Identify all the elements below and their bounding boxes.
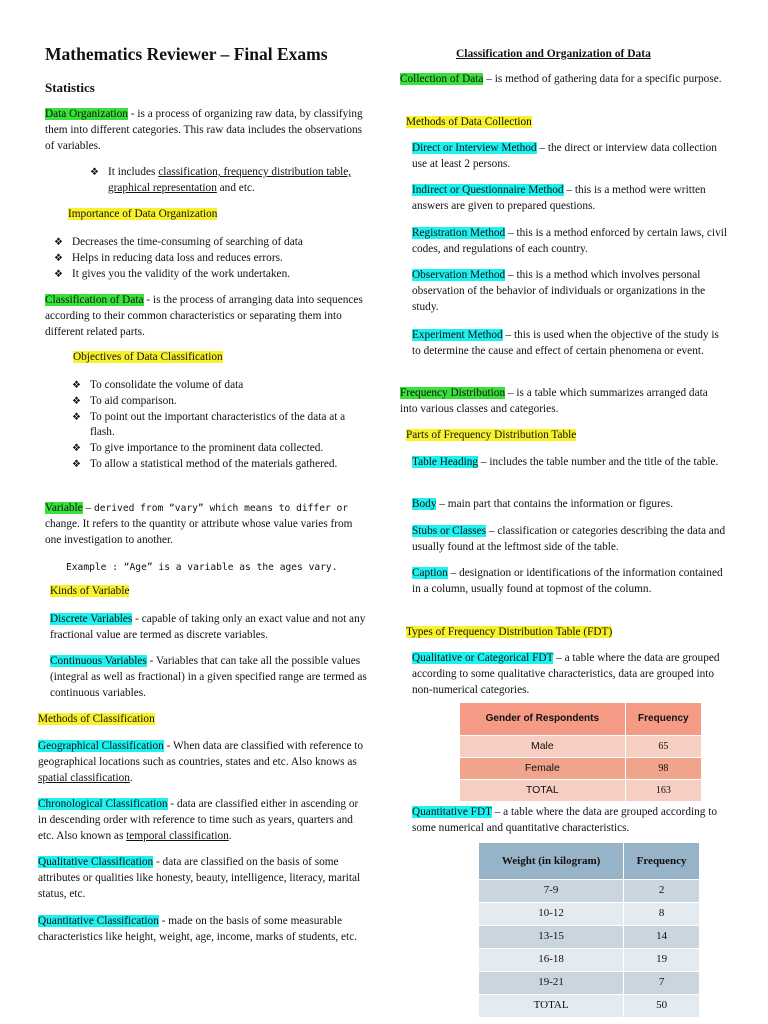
table-row: 19-21 7	[479, 972, 700, 995]
list-item: ❖ Helps in reducing data loss and reduces errors.	[54, 251, 369, 267]
data-organization-text: - is a process of organizing raw data, by classifying them into different categories. This raw data includes the observations of variables.	[45, 108, 363, 152]
discrete-paragraph: Discrete Variables - capable of taking only an exact value and not any fractional value are termed as discrete variables.	[50, 613, 366, 641]
statistics-heading: Statistics	[45, 80, 95, 95]
collection-paragraph: Collection of Data – is method of gathering data for a specific purpose.	[400, 73, 722, 85]
list-item: ❖ It gives you the validity of the work undertaken.	[54, 267, 369, 283]
table-row: 13-15 14	[479, 926, 700, 949]
importance-heading: Importance of Data Organization	[68, 208, 218, 220]
table-header: Weight (in kilogram)	[479, 843, 624, 880]
right-heading: Classification and Organization of Data	[456, 48, 651, 60]
qualitative-fdt-paragraph: Qualitative or Categorical FDT – a table where the data are grouped according to some qualitative characteristics, data are grouped into non-numerical categories.	[412, 652, 720, 696]
term-qualitative-classification: Qualitative Classification	[38, 856, 154, 868]
caption-paragraph: Caption – designation or identifications of the information contained in a column, usually found at topmost of the column.	[412, 567, 723, 595]
term-continuous-variables: Continuous Variables	[50, 655, 147, 667]
gender-frequency-table	[459, 702, 702, 802]
variable-paragraph: Variable – derived from “vary” which means to differ or change. It refers to the quantity or attribute whose value varies from one investigation to another.	[45, 502, 353, 546]
qualitative-paragraph: Qualitative Classification - data are classified on the basis of some attributes or qualities like honesty, beauty, intelligence, literacy, marital status, etc.	[38, 856, 361, 900]
table-header: Frequency	[624, 843, 700, 880]
includes-list	[90, 165, 365, 197]
continuous-paragraph: Continuous Variables - Variables that can take all the possible values (integral as well as fractional) in a given specified range are termed as continuous variables.	[50, 655, 367, 699]
methods-collection-heading: Methods of Data Collection	[406, 116, 532, 128]
list-item: ❖ To consolidate the volume of data	[72, 378, 362, 394]
term-variable: Variable	[45, 502, 83, 514]
term-classification-of-data: Classification of Data	[45, 294, 144, 306]
methods-classification-heading: Methods of Classification	[38, 713, 155, 725]
term-geographical: Geographical Classification	[38, 740, 164, 752]
quantitative-paragraph: Quantitative Classification - made on the basis of some measurable characteristics like height, weight, age, income, marks of students, etc.	[38, 915, 358, 943]
term-frequency-distribution: Frequency Distribution	[400, 387, 506, 399]
objectives-heading: Objectives of Data Classification	[73, 351, 223, 363]
experiment-method-paragraph: Experiment Method – this is used when the objective of the study is to determine the cause and effect of certain phenomena or event.	[412, 329, 719, 357]
list-item: ❖ To aid comparison.	[72, 394, 362, 410]
list-item: ❖ To give importance to the prominent data collected.	[72, 441, 362, 457]
geographical-paragraph: Geographical Classification - When data are classified with reference to geographical locations such as countries, states and etc. Also knows as spatial classification.	[38, 740, 364, 784]
table-row: Male 65	[460, 736, 702, 758]
term-data-organization: Data Organization	[45, 108, 128, 120]
importance-list	[54, 235, 369, 282]
page-title: Mathematics Reviewer – Final Exams	[45, 44, 328, 64]
objectives-list	[72, 378, 362, 473]
list-item: ❖ To allow a statistical method of the materials gathered.	[72, 457, 362, 473]
observation-method-paragraph: Observation Method – this is a method which involves personal observation of the behavior of individuals or organizations in the study.	[412, 269, 706, 313]
table-row: 16-18 19	[479, 949, 700, 972]
term-quantitative-classification: Quantitative Classification	[38, 915, 159, 927]
term-collection-of-data: Collection of Data	[400, 73, 484, 85]
table-row: TOTAL 163	[460, 780, 702, 802]
list-item: ❖ Decreases the time-consuming of searching of data	[54, 235, 369, 251]
table-row: 10-12 8	[479, 903, 700, 926]
types-heading: Types of Frequency Distribution Table (FDT)	[406, 626, 613, 638]
list-item: ❖ To point out the important characteristics of the data at a flash.	[72, 410, 362, 442]
list-item: ❖ It includes classification, frequency distribution table, graphical representation and etc.	[90, 165, 365, 197]
quantitative-fdt-paragraph: Quantitative FDT – a table where the data are grouped according to some numerical and quantitative characteristics.	[412, 806, 718, 834]
term-chronological: Chronological Classification	[38, 798, 168, 810]
kinds-heading: Kinds of Variable	[50, 585, 130, 597]
table-header: Frequency	[625, 703, 701, 736]
weight-frequency-table	[478, 842, 700, 1018]
data-organization-paragraph	[45, 107, 365, 154]
frequency-distribution-paragraph: Frequency Distribution – is a table which summarizes arranged data into various classes and categories.	[400, 387, 708, 415]
body-paragraph: Body – main part that contains the information or figures.	[412, 498, 674, 510]
table-row: 7-9 2	[479, 880, 700, 903]
indirect-method-paragraph: Indirect or Questionnaire Method – this is a method were written answers are given to prepared questions.	[412, 184, 706, 212]
registration-method-paragraph: Registration Method – this is a method enforced by certain laws, civil codes, and regulations of each country.	[412, 227, 727, 255]
chronological-paragraph: Chronological Classification - data are classified either in ascending or in descending order with reference to time such as years, quarters and etc. Also known as temporal classification.	[38, 798, 359, 842]
table-row: TOTAL 50	[479, 995, 700, 1018]
term-discrete-variables: Discrete Variables	[50, 613, 133, 625]
classification-paragraph: Classification of Data - is the process of arranging data into sequences according to their common characteristics or separating them into different related parts.	[45, 294, 363, 338]
table-heading-paragraph: Table Heading – includes the table number and the title of the table.	[412, 456, 719, 468]
table-row: Female 98	[460, 758, 702, 780]
variable-example: Example : “Age” is a variable as the ages vary.	[66, 562, 338, 573]
stubs-paragraph: Stubs or Classes – classification or categories describing the data and usually found at the leftmost side of the table.	[412, 525, 726, 553]
table-header: Gender of Respondents	[460, 703, 626, 736]
parts-heading: Parts of Frequency Distribution Table	[406, 429, 577, 441]
direct-method-paragraph: Direct or Interview Method – the direct or interview data collection use at least 2 persons.	[412, 142, 717, 170]
